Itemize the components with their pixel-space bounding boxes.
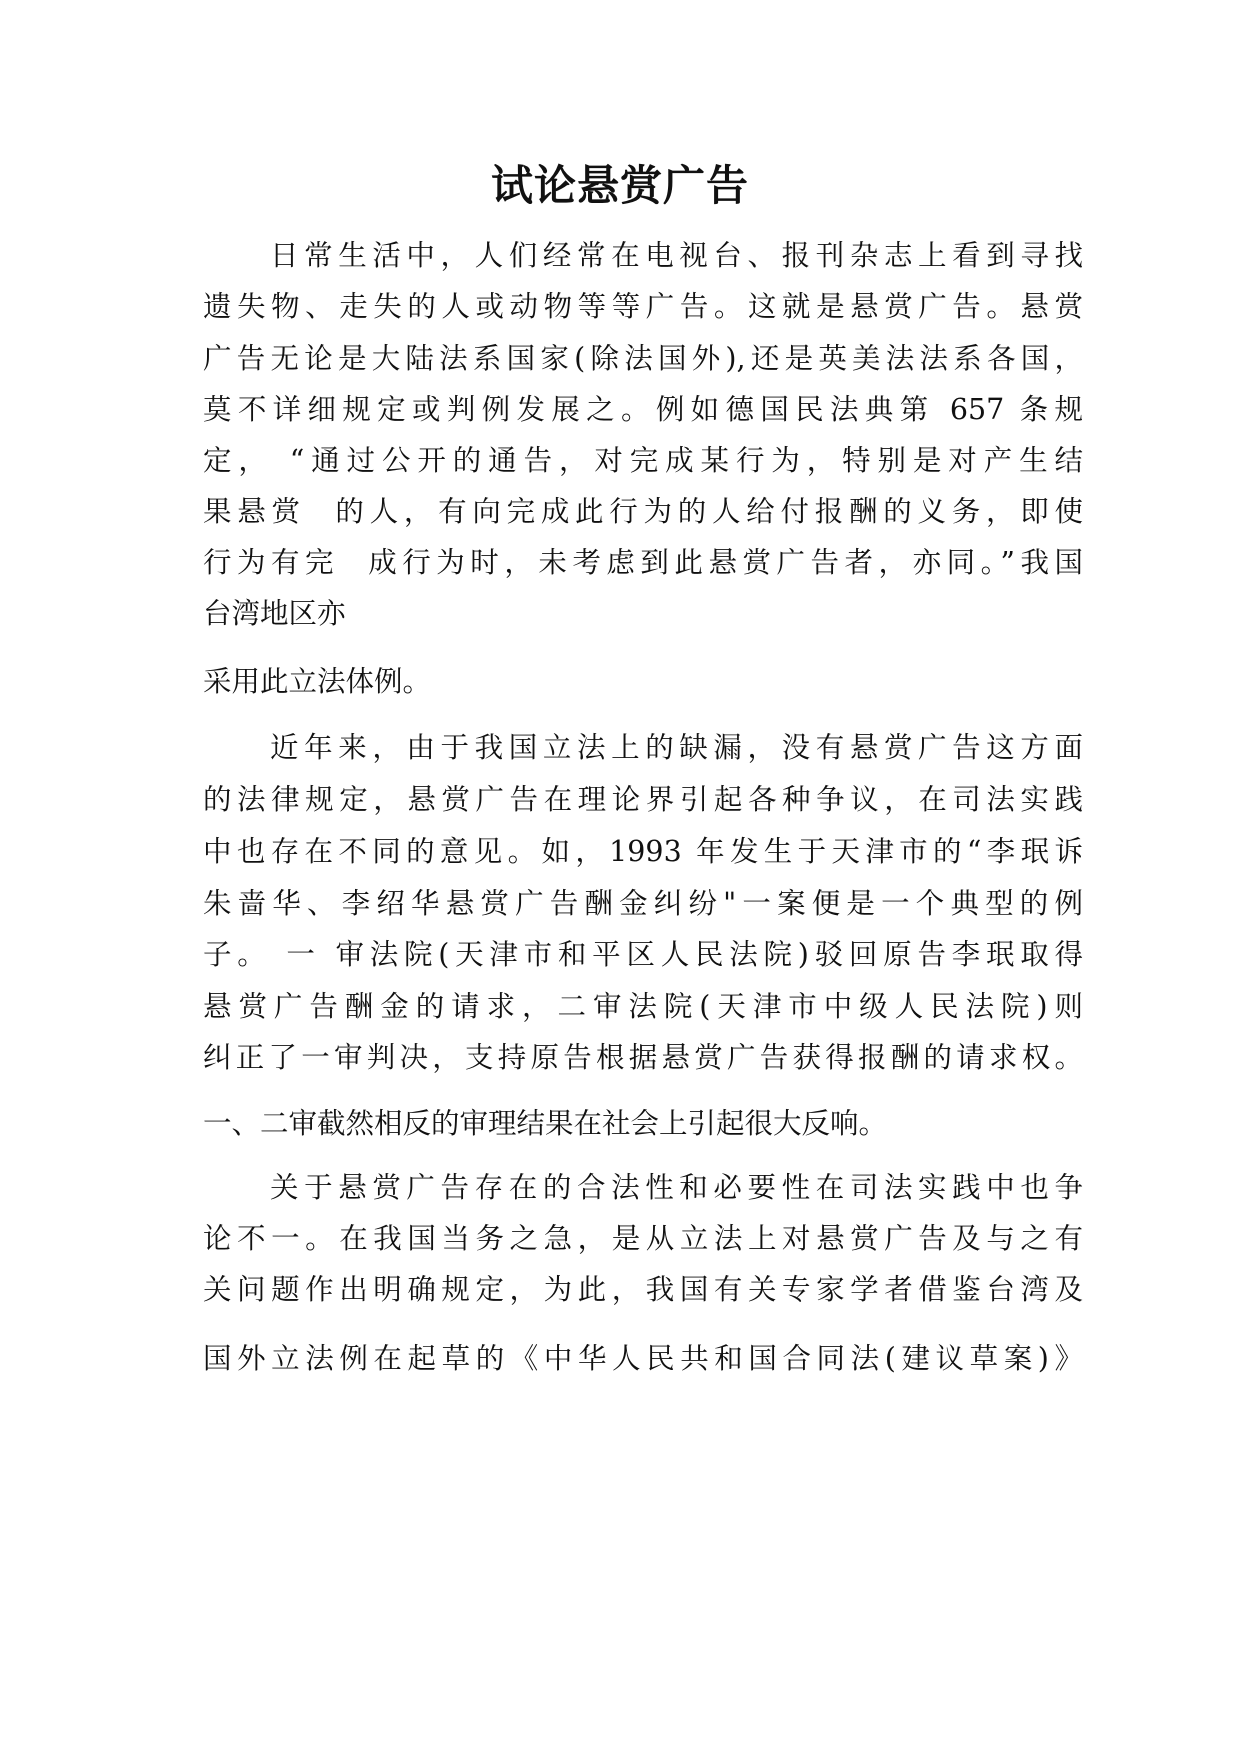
body-line-3: 广告无论是大陆法系国家(除法国外),还是英美法法系各国， — [203, 342, 1083, 375]
body-line-10: 近年来，由于我国立法上的缺漏，没有悬赏广告这方面 — [270, 731, 1083, 764]
body-line-2: 遗失物、走失的人或动物等等广告。这就是悬赏广告。悬赏 — [203, 290, 1083, 323]
body-line-7: 行为有完 成行为时，未考虑到此悬赏广告者，亦同。”我国 — [203, 546, 1083, 579]
body-line-20: 关问题作出明确规定，为此，我国有关专家学者借鉴台湾及 — [203, 1273, 1083, 1306]
body-line-14: 子。 一 审法院(天津市和平区人民法院)驳回原告李珉取得 — [203, 938, 1083, 971]
body-line-16: 纠正了一审判决，支持原告根据悬赏广告获得报酬的请求权。 — [203, 1041, 1083, 1074]
body-line-13: 朱啬华、李绍华悬赏广告酬金纠纷"一案便是一个典型的例 — [203, 887, 1083, 920]
body-line-15: 悬赏广告酬金的请求，二审法院(天津市中级人民法院)则 — [203, 990, 1083, 1023]
body-line-11: 的法律规定，悬赏广告在理论界引起各种争议，在司法实践 — [203, 783, 1083, 816]
body-line-12: 中也存在不同的意见。如，1993 年发生于天津市的“李珉诉 — [203, 835, 1083, 868]
document-title: 试论悬赏广告 — [490, 161, 749, 210]
body-line-6: 果悬赏 的人，有向完成此行为的人给付报酬的义务，即使 — [203, 495, 1083, 528]
body-line-18: 关于悬赏广告存在的合法性和必要性在司法实践中也争 — [270, 1171, 1083, 1204]
body-line-21: 国外立法例在起草的《中华人民共和国合同法(建议草案)》 — [203, 1342, 1083, 1375]
body-line-1: 日常生活中，人们经常在电视台、报刊杂志上看到寻找 — [270, 239, 1083, 272]
body-line-4: 莫不详细规定或判例发展之。例如德国民法典第 657 条规 — [203, 393, 1083, 426]
body-line-19: 论不一。在我国当务之急，是从立法上对悬赏广告及与之有 — [203, 1222, 1083, 1255]
body-line-8: 台湾地区亦 — [203, 597, 346, 630]
body-line-5: 定， “通过公开的通告，对完成某行为，特别是对产生结 — [203, 444, 1083, 477]
body-line-9: 采用此立法体例。 — [203, 665, 432, 698]
body-line-17: 一、二审截然相反的审理结果在社会上引起很大反响。 — [203, 1107, 888, 1140]
